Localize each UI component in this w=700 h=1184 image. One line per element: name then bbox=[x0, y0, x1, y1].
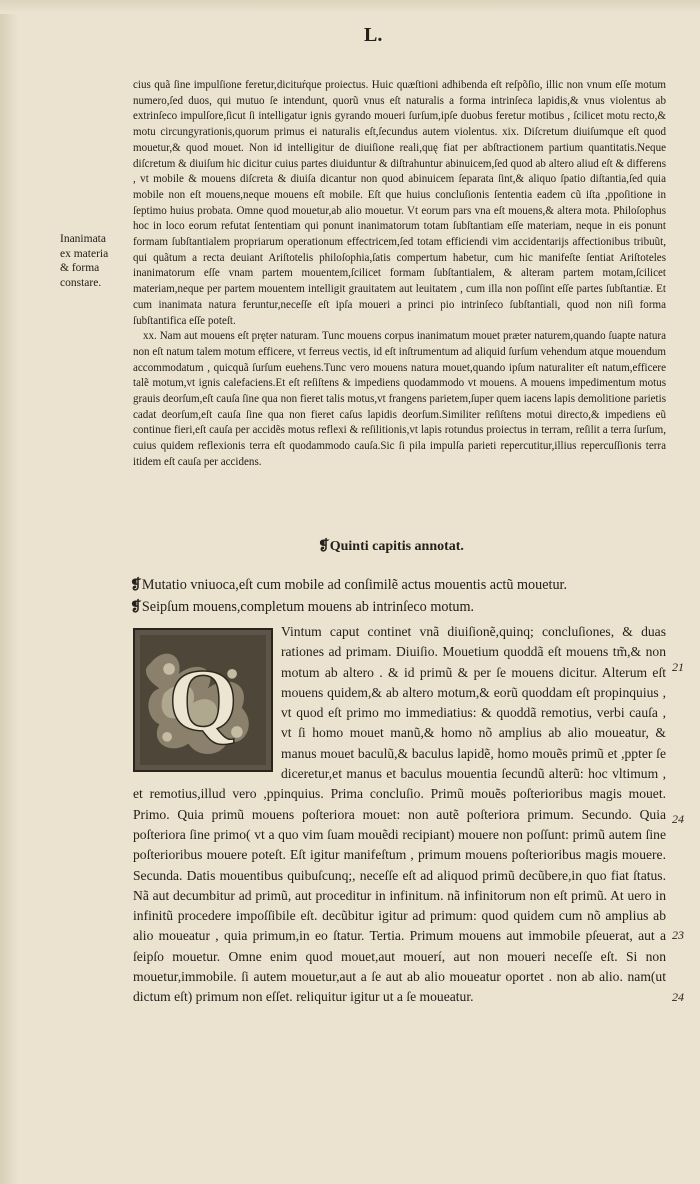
definition-line bbox=[130, 596, 670, 618]
margin-note-line: Inanimata bbox=[60, 233, 106, 245]
main-text bbox=[133, 622, 666, 1008]
definition-text: Seipſum mouens,completum mouens ab intrinſeco motum. bbox=[141, 599, 475, 615]
margin-note-line: & forma bbox=[60, 262, 100, 275]
decorated-initial bbox=[133, 628, 273, 772]
decorated-initial-q-icon bbox=[140, 635, 266, 765]
margin-note-line: ex materia bbox=[60, 247, 109, 260]
marginal-number: 24 bbox=[672, 812, 684, 826]
page-top-shadow bbox=[0, 0, 700, 14]
section-heading-text: Quinti capitis annotat. bbox=[329, 539, 464, 554]
marginal-number: 21 bbox=[672, 660, 684, 674]
paragraph-mark-icon: ❡ bbox=[130, 577, 142, 593]
commentary-paragraph: xx. Nam aut mouens eſt pręter naturam. Tunc mouens corpus inanimatum mouet præter naturem,quando ſuapte natura non eſt natum talem motum efficere, vt ferreus vectis, id eſt inſtrumentum ad aliquid ſurſum vehendum atque mouendum accommodatum , quicquã ſurſum euehens.Tunc vero mouens natura mouet,quando ipſum naturaliter eſt natum,efficere talẽ motum,vt ignis calefaciens.Et eſt reſiſtens & impediens quodammodo vt mouens. A mouens impedimentum motus grauis deorſum,eſt cauſa ſine qua non fieret talis motus,vt frangens parietem,ſuper quem iacens lapis demolitione parietis cadat deorſum,eſt cauſa ſine qua non fieret caſus lapidis deorſum.Similiter reſiſtens motui directo,& impediens eũ continue fieri,eſt cauſa per accidẽs motus reflexi & reſilitionis,vt lapis rotundus proiectus in terram, reſilit a terra ſurſum, cuius quidem reflexionis terra eſt quodammodo cauſa.Sic ſi pila impulſa parieti repercutitur,illius repercuſſionis terra itidem eſt cauſa per accidens. bbox=[133, 330, 666, 468]
definition-line bbox=[130, 574, 670, 596]
definition-text: Mutatio vniuoca,eſt cum mobile ad conſimilẽ actus mouentis actũ mouetur. bbox=[141, 577, 568, 593]
margin-note bbox=[60, 232, 130, 290]
main-paragraph: Vintum caput continet vnã diuiſionẽ,quinq; concluſiones, & duas rationes ad primam. Diuiſio. Mouetium quoddã eſt mouens tm̃,& non motum ab altero . & id primũ & per ſe mouens dicitur. Alterum eſt mouens quidem,& ab altero motum,& eorũ quoddam eſt propinquius , vt quod eſt primo mo immediatius: & quoddã remotius, verbi cauſa , vt ſi homo mouet manũ,& homo nõ amplius ab alio moueatur, & manus mouet baculũ,& baculus lapidẽ, homo mouẽs primũ et ,ppter ſe diceretur,et manus et baculus mouentia ſecundũ alterũ: hoc vltimum , et remotius,illud vero ,ppinquius. Prima concluſio. Primũ mouẽs poſterioribus magis mouet. Primo. Quia primũ mouens poſteriora mouet: non autẽ poſteriora primum. Secundo. Quia poſteriora ſine primo( vt a quo vim ſuam mouẽdi recipiant) mouere non poſſunt: primũ autem ſine poſterioribus mouere poteſt. Eſt igitur manifeſtum , primum mouens poſterioribus magis mouere. Secunda. Datis mouentibus quibuſcunq;, neceſſe eſt ad aliquod primũ decũbere,in quo fiat ſtatus. Nã aut decumbitur ad primũ, aut proceditur in infinitum. nã infinitorum non eſt primũ. At uero in infinitũ procedere impoſſibile eſt. decũbitur igitur ad primum: quod quidem cum nõ amplius ab alio moueatur , quia primum,in eo ſtatur. Tertia. Primum mouens aut immobile pſeuerat, aut a ſeipſo mouetur. Omne enim quod mouet,aut mouerí, aut non moueri neceſſe eſt. Si non mouetur,immobile. ſi autem mouetur,aut a ſe aut ab alio moueatur oportet . non ab alio. nam(ut dictum eſt) primum non eſſet. reliquitur igitur ut a ſe moueatur. bbox=[133, 624, 666, 1005]
commentary-paragraph: cius quã ſine impulſione feretur,dicituŕque proiectus. Huic quæſtioni adhibenda eſt reſpõſio, illic non vnum eſſe motum numero,ſed duos, qui mutuo ſe intendunt, quorũ vnus eſt naturalis a forma intrinſeca lapidis,& vnus violentus ab extrinſeco impulſore,ſicut ſi intelligatur ignis gyrando moueri ſurſum,ipſe duobus feretur motibus , ſcilicet motu recto,& motu circungyrationis,quorum primus ei naturalis eſt,ſecundus autem violentus. xix. Diſcretum diuiſumque eſt quod mouetur,& quod mouet. Non id intelligitur de diuiſione reali,quę fiat per abſtractionem partium quantitatis.Neque diſcretum & diuiſum hic dicitur cuius partes diuiduntur & diſtrahuntur abinuicem,ſed quod ab altero aliud eſt & differens , vt mobile & mouens diſcreta & diuiſa dicantur non quod abinuicem ſeparata ſint,& aliquo ſpatio diſtantia,ſed quia mobile non eſt mouens,neque mouens eſt mobile. Eſt que huius concluſionis ſententia eadem cũ iſta ,ppoſitione in ſeptimo huius probata. Omne quod mouetur,ab alio mouetur. Vt eorum pars vna eſt mouens,& altera mota. Philoſophus hoc in loco eorum refutat ſententiam qui ponunt inanimatorum totam ſubſtantiam eſſe materiam, neque in eis ponunt formam ſubſtantialem propriarum operationum effectricem,ſed totam efficiendi vim accidentarijs affectionibus tribuũt, qui quãtum a recta deuiant Ariſtotelis philoſophia,ſatis compertum habetur, cum hic manifeſte ſentiat Ariſtoteles inanimatorum eſſe vnam partem mouentem,ſcilicet formam ſubſtantialem, & alteram partem motam,ſcilicet materiam,neque per partem mouentem intelligit grauitatem aut leuitatem , cum illa non poſſint eſſe partes ſubſtantiæ. Et cum inanimata natura feruntur,neceſſe eſt ipſa moueri a princi pio intrinſeco ſubſtantiali, quod non niſi forma ſubſtantifica eſſe poteſt. bbox=[133, 79, 666, 327]
paragraph-mark-icon: ❡ bbox=[318, 539, 330, 554]
initial-letter: Q bbox=[168, 652, 238, 751]
paragraph-mark-icon: ❡ bbox=[130, 599, 142, 615]
folio-number: L. bbox=[364, 24, 383, 46]
commentary-text bbox=[133, 78, 666, 471]
margin-note-line: constare. bbox=[60, 276, 102, 289]
section-heading bbox=[318, 538, 464, 555]
marginal-number: 23 bbox=[672, 928, 684, 942]
page-gutter-shadow bbox=[0, 0, 18, 1184]
definitions bbox=[130, 574, 670, 618]
marginal-number: 24 bbox=[672, 990, 684, 1004]
